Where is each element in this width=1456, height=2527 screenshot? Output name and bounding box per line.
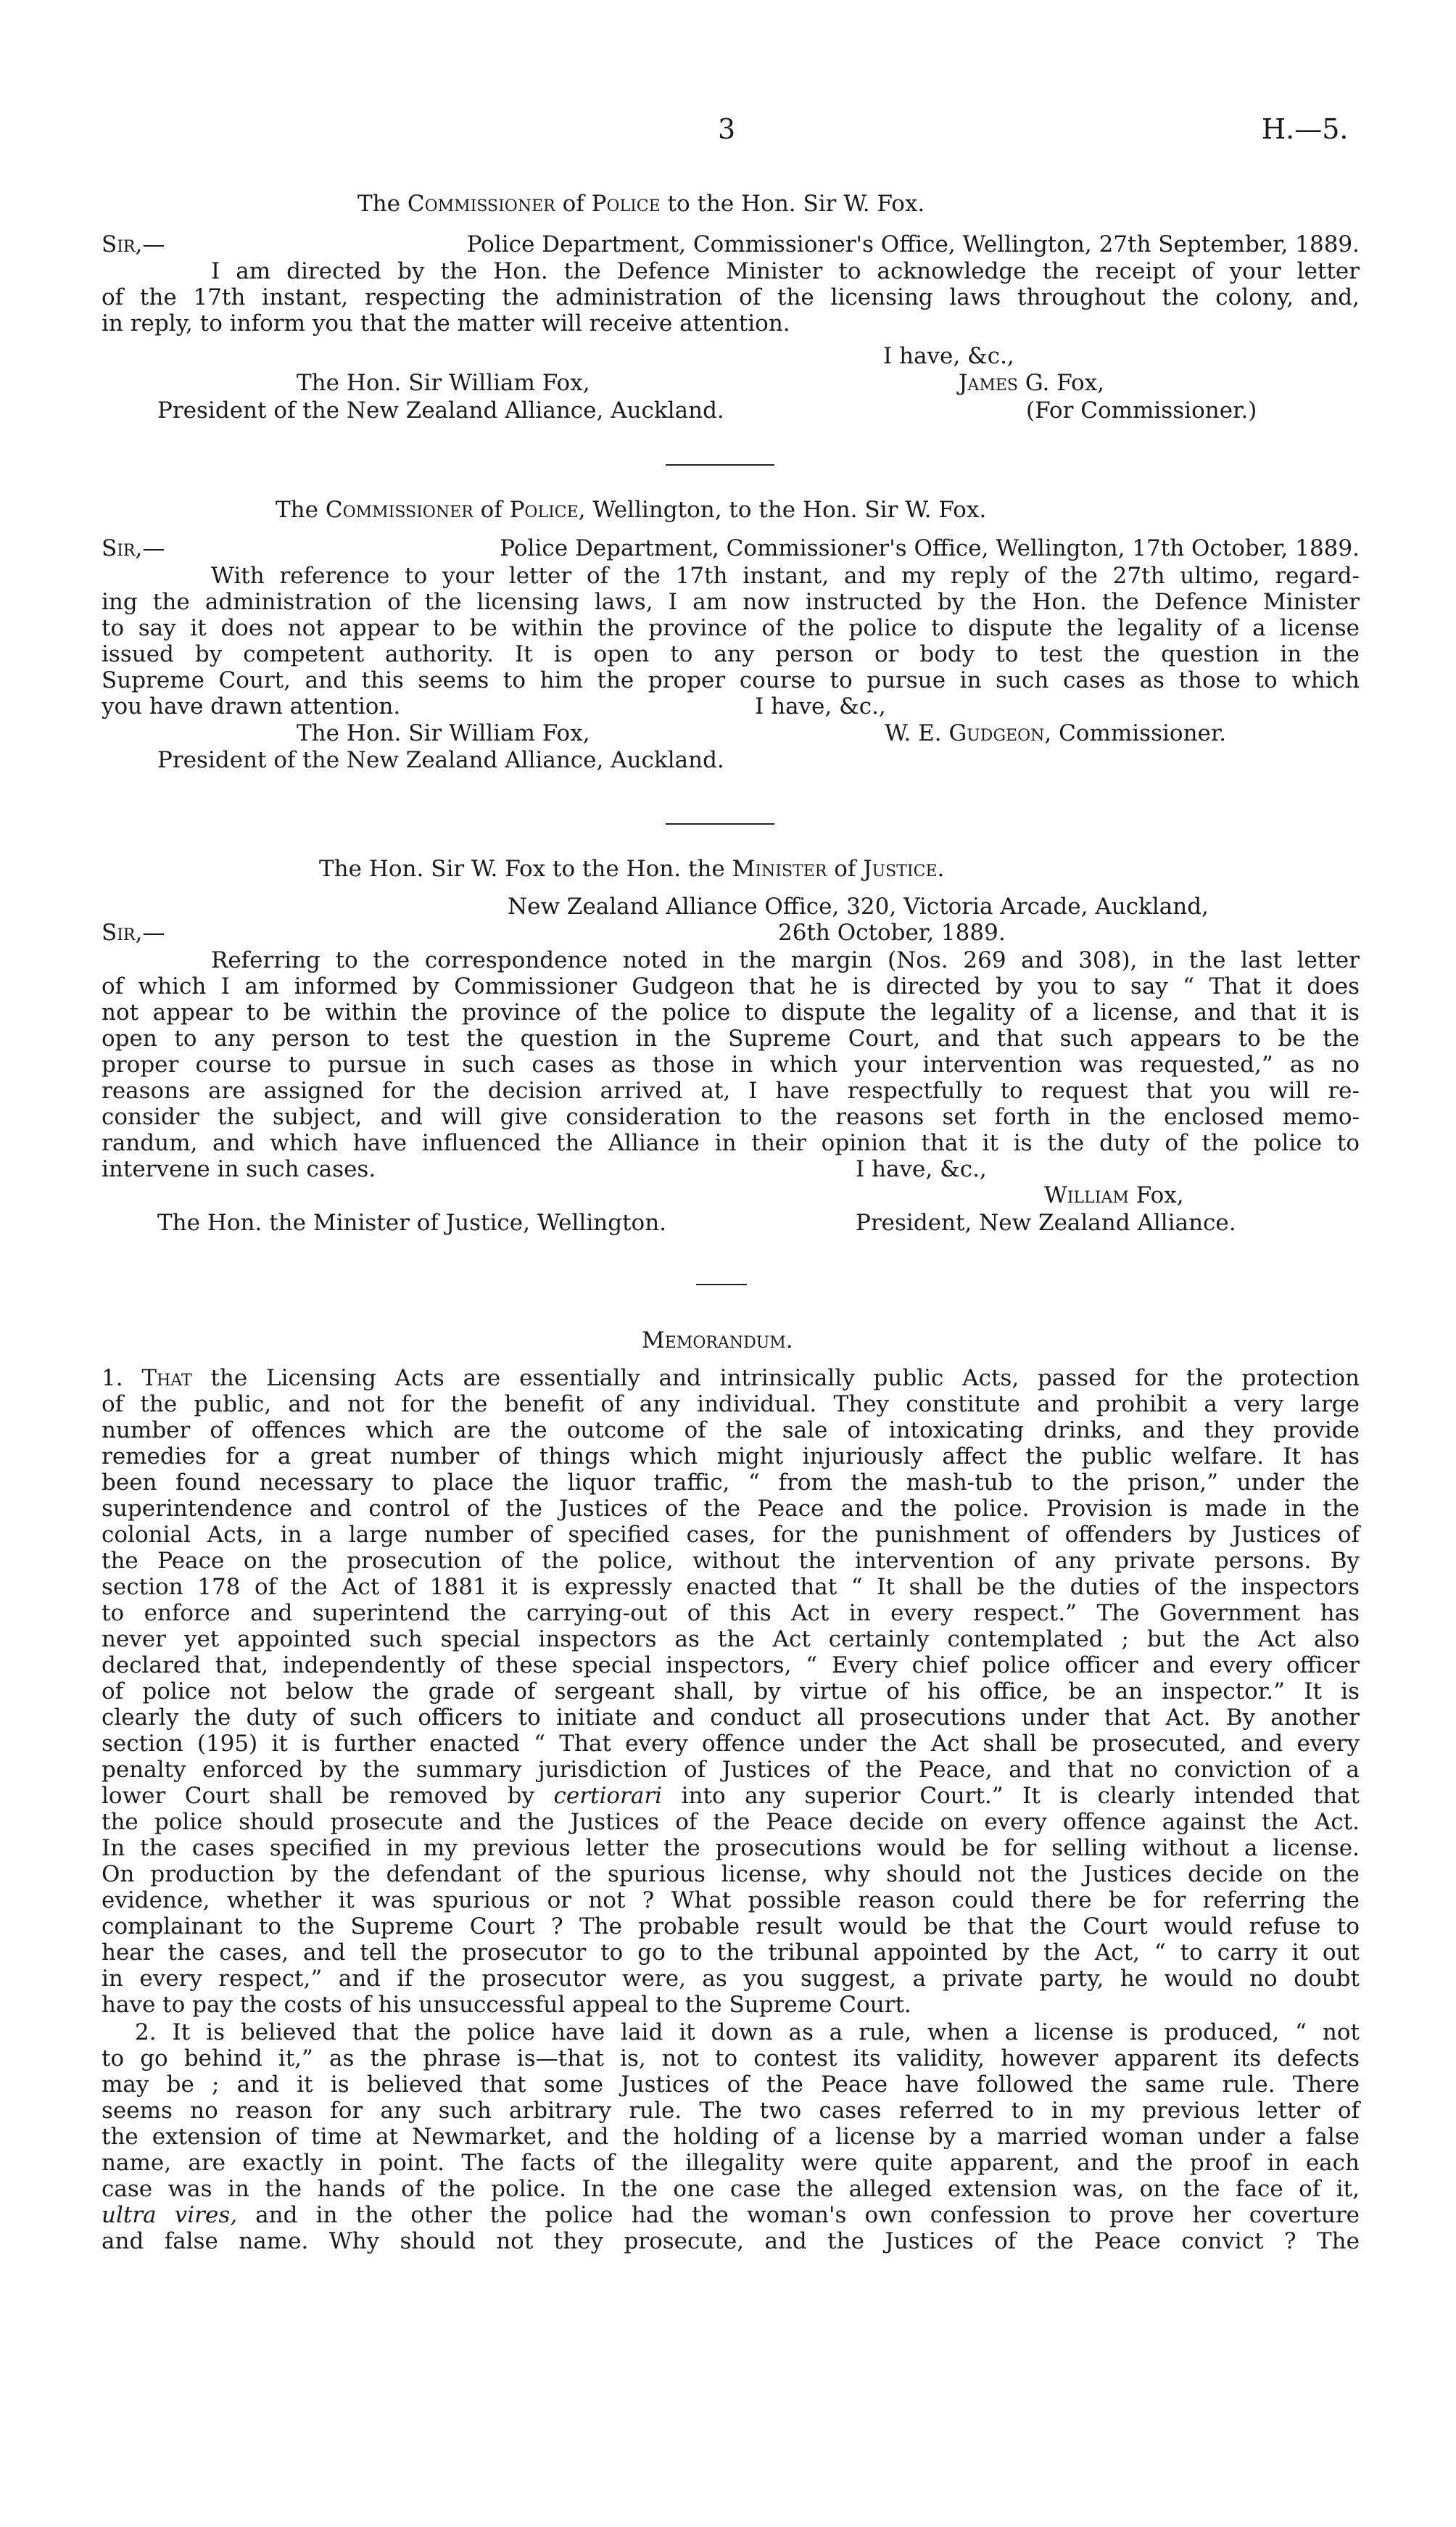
letter1-signatory-role: (For Commissioner.)	[1026, 397, 1257, 424]
letter1-signatory: James G. Fox,	[959, 370, 1105, 396]
letter2-body-line: Supreme Court, and this seems to him the proper course to pursue in such cases as those to which	[102, 667, 1360, 693]
memorandum-line: of the public, and not for the benefit of any individual. They constitute and prohibit a very large	[102, 1391, 1360, 1417]
letter2-addressee: The Hon. Sir William Fox,	[297, 720, 590, 746]
memorandum-line: 1. That the Licensing Acts are essentially and intrinsically public Acts, passed for the protection	[102, 1365, 1360, 1391]
memorandum-line: colonial Acts, in a large number of specified cases, for the punishment of offenders by Justices of	[102, 1522, 1360, 1548]
letter3-salutation: Sir,—	[102, 920, 165, 946]
letter1-body-line: I am directed by the Hon. the Defence Minister to acknowledge the receipt of your letter	[211, 258, 1360, 284]
letter2-body-line: to say it does not appear to be within the province of the police to dispute the legality of a license	[102, 615, 1360, 641]
memorandum-line: of police not below the grade of sergeant shall, by virtue of his office, be an inspector.” It is	[102, 1678, 1360, 1704]
memorandum-line: clearly the duty of such officers to initiate and conduct all prosecutions under that Act. By another	[102, 1704, 1360, 1731]
letter2-salutation: Sir,—	[102, 535, 165, 561]
letter3-body-line: Referring to the correspondence noted in the margin (Nos. 269 and 308), in the last letter	[211, 947, 1360, 973]
letter1-addressee: The Hon. Sir William Fox,	[297, 370, 590, 396]
letter2-addressee-title: President of the New Zealand Alliance, Auckland.	[157, 747, 724, 773]
page-number: 3	[718, 113, 736, 145]
letter1-body-line: of the 17th instant, respecting the administration of the licensing laws throughout the colony, and,	[102, 284, 1360, 310]
memorandum-line: been found necessary to place the liquor traffic, “ from the mash-tub to the prison,” under the	[102, 1469, 1360, 1496]
letter2-body-line: you have drawn attention.	[102, 693, 401, 720]
letter3-body-line: intervene in such cases.	[102, 1156, 376, 1182]
letter3-body-line: open to any person to test the question in the Supreme Court, and that such appears to be the	[102, 1026, 1360, 1052]
letter3-body-line: of which I am informed by Commissioner Gudgeon that he is directed by you to say “ That it does	[102, 973, 1360, 999]
memorandum-line: lower Court shall be removed by certiorari into any superior Court.” It is clearly intended that	[102, 1783, 1360, 1809]
letter1-heading: The Commissioner of Police to the Hon. Sir W. Fox.	[357, 191, 925, 217]
letter3-address: New Zealand Alliance Office, 320, Victoria Arcade, Auckland,	[508, 894, 1209, 920]
letter2-closing: I have, &c.,	[755, 693, 886, 720]
document-reference: H.—5.	[1262, 113, 1349, 145]
memorandum-line: to enforce and superintend the carrying-out of this Act in every respect.” The Government has	[102, 1600, 1360, 1626]
memorandum-line: seems no reason for any such arbitrary rule. The two cases referred to in my previous letter of	[102, 2098, 1360, 2124]
memorandum-line: case was in the hands of the police. In the one case the alleged extension was, on the face of it,	[102, 2176, 1360, 2202]
memorandum-line: section 178 of the Act of 1881 it is expressly enacted that “ It shall be the duties of the inspectors	[102, 1574, 1360, 1600]
memorandum-line: On production by the defendant of the spurious license, why should not the Justices decide on the	[102, 1861, 1360, 1887]
letter1-addressee-title: President of the New Zealand Alliance, Auckland.	[157, 397, 724, 424]
memorandum-line: evidence, whether it was spurious or not ? What possible reason could there be for referring the	[102, 1887, 1360, 1913]
section-divider	[666, 464, 774, 466]
letter3-signatory-role: President, New Zealand Alliance.	[856, 1210, 1236, 1236]
memorandum-line: ultra vires, and in the other the police had the woman's own confession to prove her coverture	[102, 2202, 1360, 2228]
memorandum-line: in every respect,” and if the prosecutor were, as you suggest, a private party, he would no doubt	[102, 1966, 1360, 1992]
memorandum-line: penalty enforced by the summary jurisdiction of Justices of the Peace, and that no conviction of a	[102, 1757, 1360, 1783]
letter2-body-line: ing the administration of the licensing laws, I am now instructed by the Hon. the Defence Minister	[102, 589, 1360, 615]
memorandum-line: the Peace on the prosecution of the police, without the intervention of any private persons. By	[102, 1548, 1360, 1574]
letter3-body-line: consider the subject, and will give consideration to the reasons set forth in the enclosed memo-	[102, 1104, 1360, 1130]
letter2-body-line: issued by competent authority. It is open to any person or body to test the question in the	[102, 641, 1360, 667]
letter2-signatory: W. E. Gudgeon, Commissioner.	[885, 720, 1227, 746]
letter2-body-line: With reference to your letter of the 17th instant, and my reply of the 27th ultimo, regard-	[211, 563, 1360, 589]
letter3-signatory: William Fox,	[1044, 1182, 1184, 1208]
letter3-body-line: reasons are assigned for the decision arrived at, I have respectfully to request that you will re-	[102, 1078, 1360, 1104]
memorandum-line: never yet appointed such special inspectors as the Act certainly contemplated ; but the Act also	[102, 1626, 1360, 1652]
memorandum-line: remedies for a great number of things which might injuriously affect the public welfare. It has	[102, 1443, 1360, 1469]
section-divider	[696, 1284, 747, 1285]
letter1-place-date: Police Department, Commissioner's Office, Wellington, 27th September, 1889.	[466, 231, 1360, 257]
memorandum-line: to go behind it,” as the phrase is—that is, not to contest its validity, however apparent its defects	[102, 2045, 1360, 2072]
letter2-heading: The Commissioner of Police, Wellington, to the Hon. Sir W. Fox.	[276, 497, 987, 523]
letter3-date: 26th October, 1889.	[778, 920, 1006, 946]
memorandum-line: declared that, independently of these special inspectors, “ Every chief police officer and every officer	[102, 1652, 1360, 1678]
memorandum-title: Memorandum.	[642, 1327, 793, 1353]
memorandum-line: the police should prosecute and the Justices of the Peace decide on every offence against the Act.	[102, 1809, 1360, 1835]
memorandum-line: and false name. Why should not they prosecute, and the Justices of the Peace convict ? The	[102, 2228, 1360, 2254]
letter3-body-line: randum, and which have influenced the Alliance in their opinion that it is the duty of the police to	[102, 1130, 1360, 1156]
memorandum-line: 2. It is believed that the police have laid it down as a rule, when a license is produced, “ not	[135, 2019, 1360, 2045]
letter3-body-line: not appear to be within the province of the police to dispute the legality of a license, and that it is	[102, 999, 1360, 1026]
memorandum-line: In the cases specified in my previous letter the prosecutions would be for selling without a license.	[102, 1835, 1360, 1861]
letter3-heading: The Hon. Sir W. Fox to the Hon. the Minister of Justice.	[319, 856, 945, 882]
memorandum-line: number of offences which are the outcome of the sale of intoxicating drinks, and they provide	[102, 1417, 1360, 1443]
memorandum-line: complainant to the Supreme Court ? The probable result would be that the Court would refuse to	[102, 1913, 1360, 1939]
letter3-body-line: proper course to pursue in such cases as those in which your intervention was requested,” as no	[102, 1052, 1360, 1078]
memorandum-line: the extension of time at Newmarket, and the holding of a license by a married woman under a false	[102, 2124, 1360, 2150]
memorandum-line: superintendence and control of the Justices of the Peace and the police. Provision is made in the	[102, 1496, 1360, 1522]
letter1-salutation: Sir,—	[102, 231, 165, 257]
memorandum-line: name, are exactly in point. The facts of the illegality were quite apparent, and the proof in each	[102, 2150, 1360, 2176]
memorandum-line: may be ; and it is believed that some Justices of the Peace have followed the same rule. There	[102, 2072, 1360, 2098]
letter2-place-date: Police Department, Commissioner's Office, Wellington, 17th October, 1889.	[500, 535, 1360, 561]
memorandum-line: section (195) it is further enacted “ That every offence under the Act shall be prosecuted, and every	[102, 1731, 1360, 1757]
section-divider	[666, 823, 774, 825]
letter1-closing: I have, &c.,	[883, 343, 1014, 369]
memorandum-line: have to pay the costs of his unsuccessful appeal to the Supreme Court.	[102, 1992, 911, 2018]
letter1-body-line: in reply, to inform you that the matter will receive attention.	[102, 310, 790, 337]
letter3-addressee: The Hon. the Minister of Justice, Wellington.	[157, 1210, 667, 1236]
memorandum-line: hear the cases, and tell the prosecutor to go to the tribunal appointed by the Act, “ to carry it out	[102, 1939, 1360, 1966]
letter3-closing: I have, &c.,	[856, 1156, 987, 1182]
